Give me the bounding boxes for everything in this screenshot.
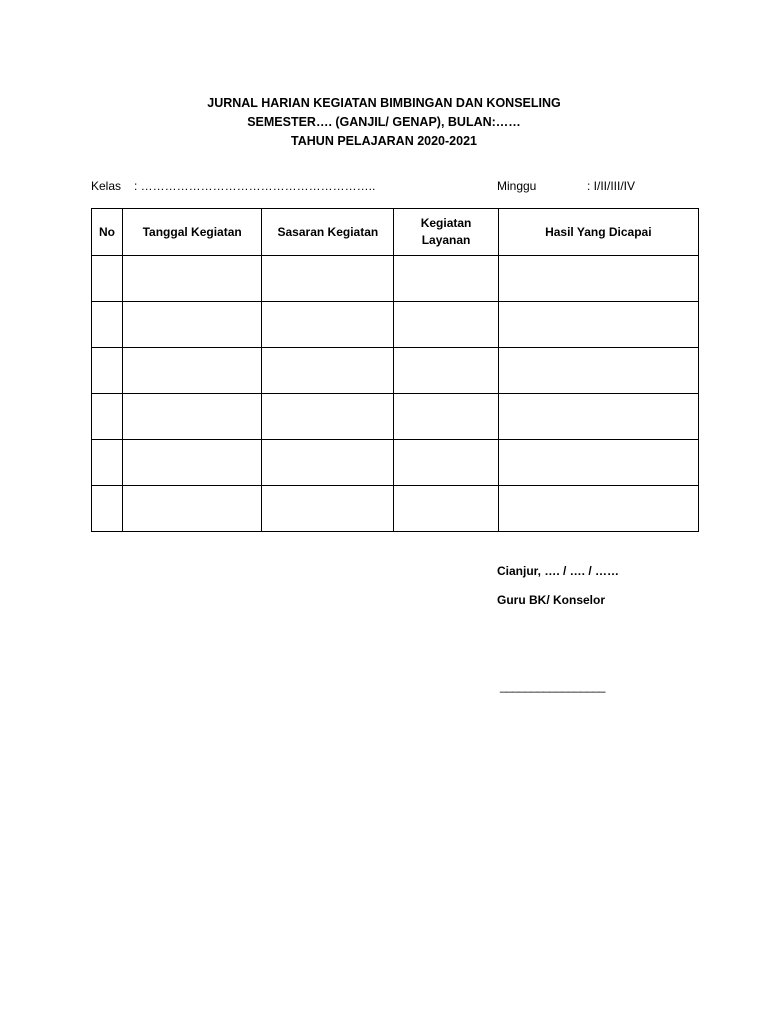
- table-row: [92, 348, 699, 394]
- table-cell-tanggal: [123, 440, 262, 486]
- kelas-label: Kelas: [91, 179, 122, 193]
- table-cell-layanan: [394, 394, 498, 440]
- signature-line: _________________: [500, 679, 605, 693]
- kegiatan-layanan-text: Kegiatan Layanan: [420, 216, 472, 247]
- table-row: [92, 440, 699, 486]
- table-cell-sasaran: [262, 348, 394, 394]
- signature-place-date: Cianjur, …. / …. / ……: [497, 564, 620, 578]
- table-cell-sasaran: [262, 440, 394, 486]
- table-cell-layanan: [394, 348, 498, 394]
- form-title: [0, 94, 768, 151]
- column-header-hasil-yang-dicapai: Hasil Yang Dicapai: [498, 209, 698, 256]
- table-cell-no: [92, 394, 123, 440]
- table-cell-sasaran: [262, 394, 394, 440]
- table-cell-sasaran: [262, 486, 394, 532]
- table-cell-tanggal: [123, 256, 262, 302]
- table-cell-tanggal: [123, 348, 262, 394]
- table-cell-hasil: [498, 302, 698, 348]
- table-row: [92, 256, 699, 302]
- column-header-no: No: [92, 209, 123, 256]
- table-cell-tanggal: [123, 486, 262, 532]
- table-row: [92, 302, 699, 348]
- table-cell-no: [92, 302, 123, 348]
- title-line-1: JURNAL HARIAN KEGIATAN BIMBINGAN DAN KONSELING: [207, 96, 561, 110]
- table-cell-tanggal: [123, 302, 262, 348]
- table-cell-no: [92, 256, 123, 302]
- table-cell-no: [92, 486, 123, 532]
- table-cell-layanan: [394, 486, 498, 532]
- title-line-2: SEMESTER…. (GANJIL/ GENAP), BULAN:……: [247, 115, 521, 129]
- column-header-kegiatan-layanan: [394, 209, 498, 256]
- table-cell-layanan: [394, 440, 498, 486]
- table-cell-layanan: [394, 302, 498, 348]
- title-line-3: TAHUN PELAJARAN 2020-2021: [291, 134, 477, 148]
- table-row: [92, 394, 699, 440]
- table-cell-tanggal: [123, 394, 262, 440]
- table-cell-hasil: [498, 348, 698, 394]
- table-cell-hasil: [498, 486, 698, 532]
- minggu-value: : I/II/III/IV: [587, 179, 636, 193]
- journal-table: [91, 208, 699, 532]
- table-cell-no: [92, 440, 123, 486]
- table-row: [92, 486, 699, 532]
- table-cell-sasaran: [262, 302, 394, 348]
- table-header-row: [92, 209, 699, 256]
- signature-role: Guru BK/ Konselor: [497, 593, 606, 607]
- table-cell-layanan: [394, 256, 498, 302]
- minggu-label: Minggu: [497, 179, 537, 193]
- table-cell-hasil: [498, 394, 698, 440]
- table-cell-hasil: [498, 256, 698, 302]
- column-header-tanggal-kegiatan: Tanggal Kegiatan: [123, 209, 262, 256]
- table-cell-no: [92, 348, 123, 394]
- table-cell-hasil: [498, 440, 698, 486]
- table-cell-sasaran: [262, 256, 394, 302]
- kelas-value: : …………………………………………………..: [134, 179, 376, 193]
- column-header-sasaran-kegiatan: Sasaran Kegiatan: [262, 209, 394, 256]
